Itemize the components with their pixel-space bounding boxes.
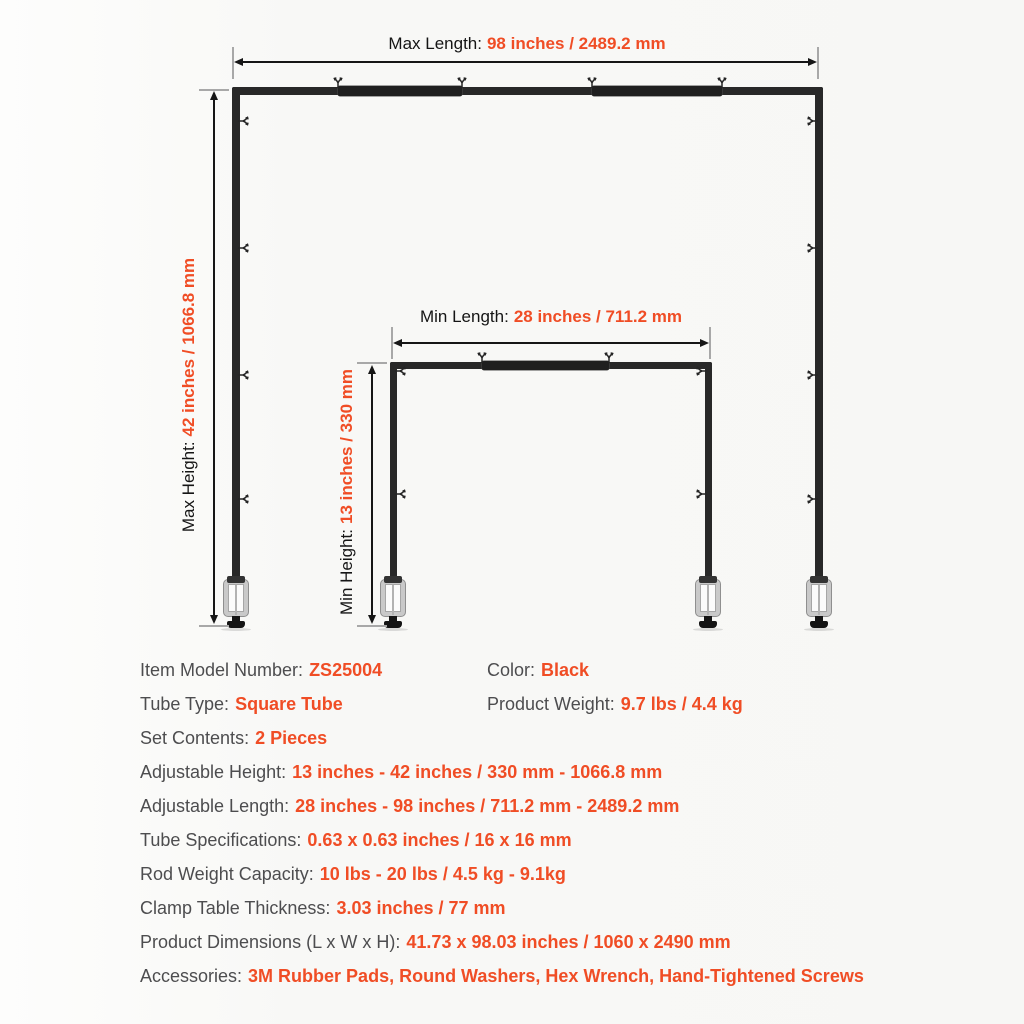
spec-item-model-number	[140, 660, 487, 681]
dim-label-text: Min Length:	[419, 307, 509, 326]
spec-label: Tube Specifications:	[140, 829, 302, 850]
hanging-clip-icon	[806, 492, 818, 506]
dim-value-text: 98 inches / 2489.2 mm	[486, 34, 666, 53]
min-frame-left-post	[390, 362, 397, 583]
spec-label: Color:	[487, 659, 536, 680]
hanging-clip-icon	[806, 114, 818, 128]
hanging-clip-icon	[395, 487, 407, 501]
max-length-dim-line	[238, 61, 813, 63]
spec-label: Clamp Table Thickness:	[140, 897, 331, 918]
hanging-clip-icon	[238, 492, 250, 506]
dim-label-text: Min Height:	[337, 529, 356, 615]
spec-product-dimensions	[140, 932, 731, 953]
hanging-clip-icon	[806, 368, 818, 382]
spec-row	[140, 857, 930, 891]
spec-label: Accessories:	[140, 965, 243, 986]
max-frame-top-bar	[232, 87, 823, 95]
spec-row	[140, 653, 930, 687]
table-clamp-icon	[806, 577, 832, 631]
spec-accessories	[140, 966, 864, 987]
dim-arrow-up	[368, 365, 376, 374]
dim-value-text: 28 inches / 711.2 mm	[513, 307, 683, 326]
spec-row	[140, 687, 930, 721]
dim-arrow-left	[393, 339, 402, 347]
spec-row	[140, 789, 930, 823]
hanging-clip-icon	[715, 76, 729, 88]
spec-value: 3M Rubber Pads, Round Washers, Hex Wrench, Hand-Tightened Screws	[248, 965, 864, 986]
table-clamp-icon	[695, 577, 721, 631]
dim-extension-tick	[817, 47, 819, 79]
spec-row	[140, 823, 930, 857]
spec-value: 41.73 x 98.03 inches / 1060 x 2490 mm	[406, 931, 731, 952]
dim-arrow-down	[210, 615, 218, 624]
max-length-label	[388, 34, 665, 54]
dim-arrow-left	[234, 58, 243, 66]
dim-extension-tick	[357, 362, 387, 364]
hanging-clip-icon	[238, 241, 250, 255]
max-frame-left-post	[232, 87, 240, 583]
spec-label: Item Model Number:	[140, 659, 304, 680]
spec-clamp-table-thickness	[140, 898, 506, 919]
spec-label: Set Contents:	[140, 727, 250, 748]
min-length-dim-line	[397, 342, 705, 344]
max-frame-outer-tube-segment	[338, 86, 462, 96]
spec-row	[140, 925, 930, 959]
max-height-label	[179, 258, 199, 532]
spec-label: Product Weight:	[487, 693, 615, 714]
min-height-dim-line	[371, 371, 373, 619]
spec-product-weight	[487, 694, 743, 715]
dim-extension-tick	[709, 327, 711, 359]
hanging-clip-icon	[806, 241, 818, 255]
spec-value: 13 inches - 42 inches / 330 mm - 1066.8 mm	[292, 761, 663, 782]
spec-row	[140, 721, 930, 755]
spec-tube-specifications	[140, 830, 572, 851]
spec-value: 3.03 inches / 77 mm	[336, 897, 506, 918]
max-frame-outer-tube-segment	[592, 86, 722, 96]
spec-row	[140, 959, 930, 993]
dim-label-text: Max Length:	[388, 34, 482, 53]
hanging-clip-icon	[238, 368, 250, 382]
max-height-dim-line	[213, 97, 215, 619]
dim-label-text: Max Height:	[179, 441, 198, 533]
spec-list	[140, 653, 930, 993]
max-frame-right-post	[815, 87, 823, 583]
spec-value: 28 inches - 98 inches / 711.2 mm - 2489.2 mm	[295, 795, 680, 816]
hanging-clip-icon	[475, 351, 489, 363]
spec-color	[487, 660, 589, 681]
spec-value: Square Tube	[235, 693, 343, 714]
spec-label: Product Dimensions (L x W x H):	[140, 931, 401, 952]
hanging-clip-icon	[585, 76, 599, 88]
hanging-clip-icon	[695, 487, 707, 501]
spec-value: 10 lbs - 20 lbs / 4.5 kg - 9.1kg	[319, 863, 566, 884]
dim-arrow-right	[700, 339, 709, 347]
hanging-clip-icon	[238, 114, 250, 128]
spec-set-contents	[140, 728, 327, 749]
min-frame-right-post	[705, 362, 712, 583]
spec-label: Tube Type:	[140, 693, 230, 714]
spec-row	[140, 755, 930, 789]
spec-row	[140, 891, 930, 925]
hanging-clip-icon	[695, 364, 707, 378]
min-height-label	[337, 369, 357, 615]
hanging-clip-icon	[331, 76, 345, 88]
spec-label: Rod Weight Capacity:	[140, 863, 314, 884]
dim-arrow-up	[210, 91, 218, 100]
spec-adjustable-length	[140, 796, 679, 817]
dim-extension-tick	[357, 625, 387, 627]
hanging-clip-icon	[602, 351, 616, 363]
spec-value: Black	[541, 659, 590, 680]
dim-arrow-right	[808, 58, 817, 66]
min-length-label	[420, 307, 682, 327]
spec-value: 0.63 x 0.63 inches / 16 x 16 mm	[307, 829, 572, 850]
spec-label: Adjustable Length:	[140, 795, 290, 816]
hanging-clip-icon	[395, 364, 407, 378]
dim-arrow-down	[368, 615, 376, 624]
spec-value: 2 Pieces	[255, 727, 328, 748]
spec-value: 9.7 lbs / 4.4 kg	[620, 693, 743, 714]
dim-value-text: 13 inches / 330 mm	[337, 369, 356, 524]
spec-rod-weight-capacity	[140, 864, 566, 885]
table-clamp-icon	[380, 577, 406, 631]
dim-value-text: 42 inches / 1066.8 mm	[179, 257, 198, 437]
dim-extension-tick	[199, 625, 229, 627]
spec-label: Adjustable Height:	[140, 761, 287, 782]
hanging-clip-icon	[455, 76, 469, 88]
min-frame-outer-tube-segment	[482, 361, 609, 370]
spec-value: ZS25004	[309, 659, 383, 680]
spec-tube-type	[140, 694, 487, 715]
spec-adjustable-height	[140, 762, 662, 783]
table-clamp-icon	[223, 577, 249, 631]
